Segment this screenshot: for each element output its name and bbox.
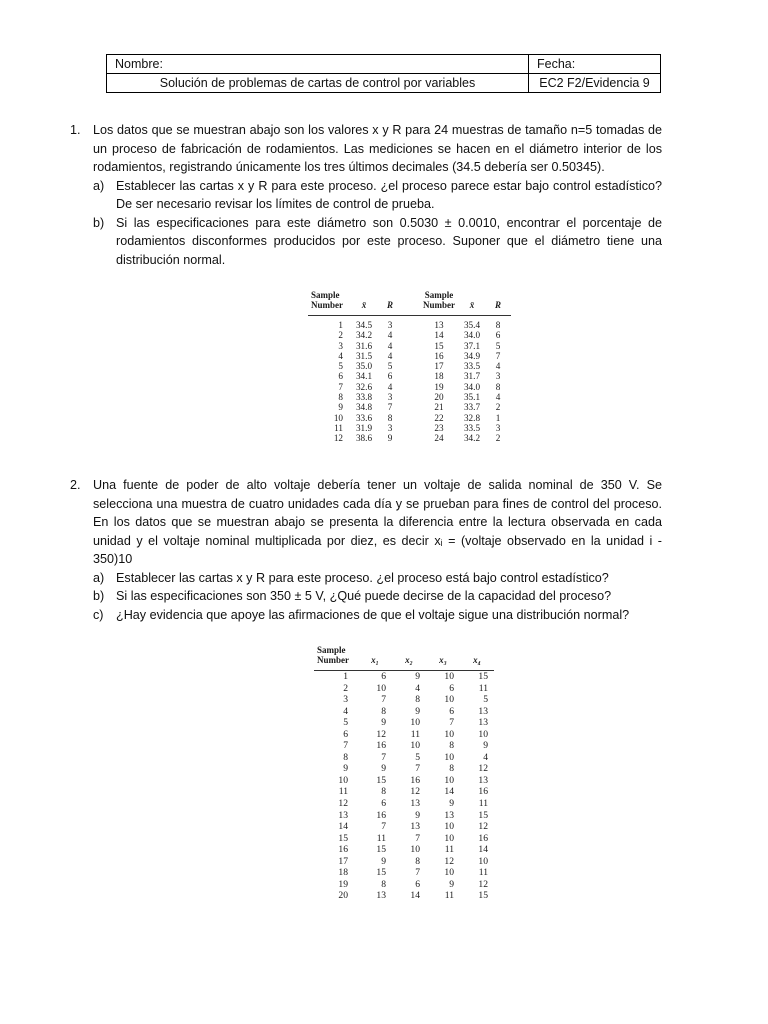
table-cell: 16 <box>376 809 386 821</box>
table-row <box>308 402 511 412</box>
question-1-number: 1. <box>70 123 81 137</box>
table-cell: 16 <box>338 844 348 856</box>
table-cell: 17 <box>434 361 444 372</box>
table-cell: 10 <box>444 694 454 706</box>
table-cell: 12 <box>338 798 348 810</box>
part-letter: b) <box>93 215 105 230</box>
table-cell: 16 <box>376 740 386 752</box>
table-cell: 13 <box>478 774 488 786</box>
table-cell: 11 <box>334 422 343 433</box>
table-row <box>308 392 511 402</box>
table-cell: 3 <box>343 694 348 706</box>
table-row <box>314 775 494 787</box>
table-cell: 10 <box>410 740 420 752</box>
table-cell: 3 <box>495 371 501 382</box>
table-cell: 6 <box>343 728 348 740</box>
table-cell: 34.0 <box>463 330 481 341</box>
table-cell: 7 <box>381 751 386 763</box>
table-cell: 9 <box>483 740 488 752</box>
table-cell: 15 <box>338 832 348 844</box>
table-cell: 5 <box>387 361 393 372</box>
table-row <box>308 341 511 351</box>
table-cell: 10 <box>333 412 343 423</box>
name-label: Nombre: <box>107 55 529 74</box>
table-cell: 15 <box>478 809 488 821</box>
table-cell: 4 <box>495 361 501 372</box>
table-cell: 35.4 <box>463 320 481 330</box>
table-cell: 4 <box>415 682 420 694</box>
question-2-part-a <box>93 569 662 588</box>
table-row <box>308 351 511 361</box>
header-table <box>106 54 661 93</box>
table-cell: 10 <box>444 671 454 682</box>
table-cell: 10 <box>444 867 454 879</box>
table-row <box>308 361 511 371</box>
table-cell: 8 <box>387 412 393 423</box>
table-cell: 14 <box>478 844 488 856</box>
table-cell: 15 <box>478 890 488 902</box>
table-cell: 12 <box>376 728 386 740</box>
table-cell: 13 <box>478 717 488 729</box>
table-cell: 13 <box>434 320 444 330</box>
table-cell: 9 <box>381 717 386 729</box>
table-cell: 10 <box>338 774 348 786</box>
table-cell: 17 <box>338 855 348 867</box>
table-cell: 12 <box>478 821 488 833</box>
part-text: ¿Hay evidencia que apoye las afirmaciones de que el voltaje sigue una distribución normal? <box>116 607 630 622</box>
table-cell: 34.0 <box>463 381 481 392</box>
table-cell: 9 <box>338 402 343 413</box>
table-cell: 37.1 <box>463 340 481 351</box>
table-cell: 7 <box>449 717 454 729</box>
table-cell: 15 <box>434 340 444 351</box>
table-cell: 8 <box>415 694 420 706</box>
table-cell: 6 <box>449 705 454 717</box>
table-cell: 8 <box>449 740 454 752</box>
table-cell: 6 <box>449 682 454 694</box>
date-label: Fecha: <box>529 55 661 74</box>
table-cell: 33.7 <box>463 402 481 413</box>
table-cell: 11 <box>444 844 454 856</box>
table-cell: 2 <box>338 330 343 341</box>
table-cell: 34.2 <box>463 433 481 444</box>
table-cell: 31.7 <box>463 371 481 382</box>
table-cell: 34.5 <box>355 320 373 330</box>
table-row <box>314 890 494 902</box>
table-cell: 19 <box>434 381 444 392</box>
table-cell: 10 <box>478 855 488 867</box>
table-row <box>308 330 511 340</box>
table-row <box>314 671 494 683</box>
table-cell: 1 <box>338 320 343 330</box>
table-cell: 5 <box>415 751 420 763</box>
table-cell: 22 <box>434 412 444 423</box>
table-cell: 34.9 <box>463 350 481 361</box>
table-cell: 11 <box>410 728 420 740</box>
table-cell: 5 <box>483 694 488 706</box>
table-cell: 9 <box>449 878 454 890</box>
col-sample-number: Sample Number <box>317 645 349 665</box>
table-cell: 11 <box>444 890 454 902</box>
table-cell: 15 <box>376 867 386 879</box>
table-cell: 7 <box>343 740 348 752</box>
table-cell: 33.5 <box>463 422 481 433</box>
table-cell: 7 <box>415 832 420 844</box>
col-r: R <box>386 299 393 310</box>
question-2-text: Una fuente de poder de alto voltaje debería tener un voltaje de salida nominal de 350 V. Se selecciona una muestra de cuatro unidades cada día y se prueban para fines de control del proceso. En los datos que se muestran abajo se presenta la diferencia entre la lectura observada en cada unidad y el voltaje nominal multiplicada por diez, es decir xᵢ = (voltaje observado en la unidad i - 350)10 <box>93 478 662 566</box>
table-cell: 9 <box>381 855 386 867</box>
table-cell: 38.6 <box>355 433 373 444</box>
table-cell: 16 <box>434 350 444 361</box>
table-cell: 24 <box>434 433 444 444</box>
table-cell: 12 <box>478 878 488 890</box>
table-cell: 9 <box>415 705 420 717</box>
col-sample-number: Sample Number <box>311 290 343 310</box>
table-cell: 4 <box>387 381 393 392</box>
table-cell: 11 <box>478 682 488 694</box>
bearing-data-table <box>308 291 511 444</box>
table-cell: 14 <box>444 786 454 798</box>
table-cell: 11 <box>478 798 488 810</box>
table-cell: 8 <box>495 381 501 392</box>
col-xbar: x̄ <box>361 299 367 310</box>
table-row <box>308 382 511 392</box>
question-2 <box>70 476 662 624</box>
question-1-text: Los datos que se muestran abajo son los valores x y R para 24 muestras de tamaño n=5 tomadas de un proceso de fabricación de rodamientos. Las mediciones se hacen en el diámetro interior de los rodamientos, registrando únicamente los tres últimos decimales (34.5 debería ser 0.50345). <box>93 123 662 174</box>
table-cell: 7 <box>381 694 386 706</box>
table-cell: 9 <box>343 763 348 775</box>
table-cell: 2 <box>343 682 348 694</box>
table-row <box>314 798 494 810</box>
table-cell: 8 <box>338 392 343 403</box>
table-row <box>308 433 511 443</box>
table-cell: 33.6 <box>355 412 373 423</box>
table-cell: 4 <box>338 350 343 361</box>
table-cell: 4 <box>343 705 348 717</box>
table-cell: 7 <box>387 402 393 413</box>
table-cell: 32.8 <box>463 412 481 423</box>
table-cell: 4 <box>483 751 488 763</box>
table-row <box>308 423 511 433</box>
table-row <box>314 879 494 891</box>
table-cell: 3 <box>387 320 393 330</box>
table-cell: 8 <box>495 320 501 330</box>
table-cell: 16 <box>478 786 488 798</box>
table-row <box>314 706 494 718</box>
table-cell: 5 <box>495 340 501 351</box>
col-sample-number: Sample Number <box>423 290 455 310</box>
part-letter: b) <box>93 589 105 603</box>
table-cell: 9 <box>387 433 393 444</box>
table-cell: 8 <box>343 751 348 763</box>
table-cell: 33.8 <box>355 392 373 403</box>
voltage-data-table <box>314 646 494 902</box>
table-cell: 4 <box>387 350 393 361</box>
table-cell: 18 <box>434 371 444 382</box>
table-row <box>314 717 494 729</box>
table-cell: 10 <box>444 774 454 786</box>
table-cell: 4 <box>495 392 501 403</box>
table-row <box>314 729 494 741</box>
table-cell: 19 <box>338 878 348 890</box>
table-cell: 10 <box>376 682 386 694</box>
part-text: Si las especificaciones son 350 ± 5 V, ¿Qué puede decirse de la capacidad del proceso? <box>116 589 612 603</box>
document-code: EC2 F2/Evidencia 9 <box>529 74 661 93</box>
table-cell: 7 <box>495 350 501 361</box>
table-cell: 20 <box>434 392 444 403</box>
table-cell: 6 <box>381 671 386 682</box>
table-cell: 3 <box>338 340 343 351</box>
table-cell: 10 <box>444 728 454 740</box>
table-cell: 11 <box>478 867 488 879</box>
table-cell: 6 <box>495 330 501 341</box>
table-cell: 34.8 <box>355 402 373 413</box>
table-row <box>314 810 494 822</box>
table-cell: 10 <box>444 832 454 844</box>
table-cell: 21 <box>434 402 444 413</box>
table-cell: 8 <box>449 763 454 775</box>
table-cell: 33.5 <box>463 361 481 372</box>
table-cell: 10 <box>478 728 488 740</box>
col-x3: x₃ <box>439 654 447 665</box>
table-cell: 31.5 <box>355 350 373 361</box>
table-cell: 18 <box>338 867 348 879</box>
table-cell: 13 <box>338 809 348 821</box>
col-r: R <box>494 299 501 310</box>
table-cell: 10 <box>444 821 454 833</box>
table-row <box>314 786 494 798</box>
table-cell: 8 <box>381 878 386 890</box>
question-1-part-b <box>93 214 662 270</box>
table-cell: 12 <box>444 855 454 867</box>
part-text: Si las especificaciones para este diámetro son 0.5030 ± 0.0010, encontrar el porcentaje de rodamientos disconformes producidos por este proceso. Suponer que el diámetro tiene una distribución normal. <box>116 215 662 267</box>
table-cell: 7 <box>338 381 343 392</box>
table-row <box>308 413 511 423</box>
part-text: Establecer las cartas x y R para este proceso. ¿el proceso está bajo control estadístico? <box>116 570 609 585</box>
table-cell: 6 <box>338 371 343 382</box>
col-xbar: x̄ <box>469 299 475 310</box>
table-cell: 13 <box>410 798 420 810</box>
table-cell: 3 <box>495 422 501 433</box>
table-cell: 2 <box>495 402 501 413</box>
table-cell: 13 <box>478 705 488 717</box>
table-row <box>314 683 494 695</box>
table-cell: 9 <box>415 671 420 682</box>
table-cell: 5 <box>343 717 348 729</box>
question-1 <box>70 121 662 269</box>
table-cell: 20 <box>338 890 348 902</box>
table-cell: 7 <box>415 763 420 775</box>
table-cell: 4 <box>387 340 393 351</box>
table-row <box>314 844 494 856</box>
table-cell: 1 <box>343 671 348 682</box>
question-1-part-a <box>93 177 662 214</box>
col-x4: x₄ <box>473 654 481 665</box>
part-letter: a) <box>93 178 105 193</box>
part-text: Establecer las cartas x y R para este proceso. ¿el proceso parece estar bajo control estadístico? De ser necesario revisar los límites de control de prueba. <box>116 178 662 211</box>
table-cell: 16 <box>410 774 420 786</box>
table-cell: 23 <box>434 422 444 433</box>
table-cell: 15 <box>478 671 488 682</box>
table-row <box>314 752 494 764</box>
question-2-part-b <box>93 587 662 606</box>
table-cell: 11 <box>338 786 348 798</box>
table-cell: 14 <box>338 821 348 833</box>
table-cell: 7 <box>381 821 386 833</box>
table-cell: 8 <box>415 855 420 867</box>
table-cell: 16 <box>478 832 488 844</box>
table-row <box>314 821 494 833</box>
table-row <box>308 316 511 331</box>
table-cell: 9 <box>449 798 454 810</box>
table-cell: 34.2 <box>355 330 373 341</box>
table-row <box>314 763 494 775</box>
table-row <box>314 833 494 845</box>
table-cell: 6 <box>381 798 386 810</box>
table-cell: 31.9 <box>355 422 373 433</box>
table-cell: 5 <box>338 361 343 372</box>
table-cell: 8 <box>381 705 386 717</box>
table-cell: 15 <box>376 774 386 786</box>
table-cell: 13 <box>376 890 386 902</box>
table-cell: 10 <box>444 751 454 763</box>
question-2-part-c <box>93 606 662 625</box>
part-letter: a) <box>93 570 105 585</box>
table-cell: 13 <box>444 809 454 821</box>
table-cell: 15 <box>376 844 386 856</box>
table-cell: 1 <box>495 412 501 423</box>
table-cell: 35.1 <box>463 392 481 403</box>
table-cell: 12 <box>478 763 488 775</box>
table-cell: 8 <box>381 786 386 798</box>
table-cell: 11 <box>376 832 386 844</box>
table-cell: 35.0 <box>355 361 373 372</box>
table-row <box>314 740 494 752</box>
document-title: Solución de problemas de cartas de control por variables <box>107 74 529 93</box>
table-cell: 9 <box>381 763 386 775</box>
table-cell: 2 <box>495 433 501 444</box>
table-cell: 6 <box>415 878 420 890</box>
table-row <box>308 371 511 381</box>
table-cell: 14 <box>434 330 444 341</box>
table-row <box>314 694 494 706</box>
question-2-number: 2. <box>70 478 81 492</box>
col-x2: x₂ <box>405 654 413 665</box>
table-cell: 3 <box>387 392 393 403</box>
table-cell: 6 <box>387 371 393 382</box>
table-row <box>314 867 494 879</box>
table-cell: 9 <box>415 809 420 821</box>
part-letter: c) <box>93 607 104 622</box>
table-cell: 7 <box>415 867 420 879</box>
table-cell: 12 <box>333 433 343 444</box>
table-cell: 10 <box>410 717 420 729</box>
table-cell: 31.6 <box>355 340 373 351</box>
table-cell: 34.1 <box>355 371 373 382</box>
table-row <box>314 856 494 868</box>
col-x1: x₁ <box>371 654 379 665</box>
table-cell: 3 <box>387 422 393 433</box>
table-cell: 32.6 <box>355 381 373 392</box>
table-cell: 4 <box>387 330 393 341</box>
table-cell: 14 <box>410 890 420 902</box>
table-cell: 12 <box>410 786 420 798</box>
table-cell: 10 <box>410 844 420 856</box>
table-cell: 13 <box>410 821 420 833</box>
